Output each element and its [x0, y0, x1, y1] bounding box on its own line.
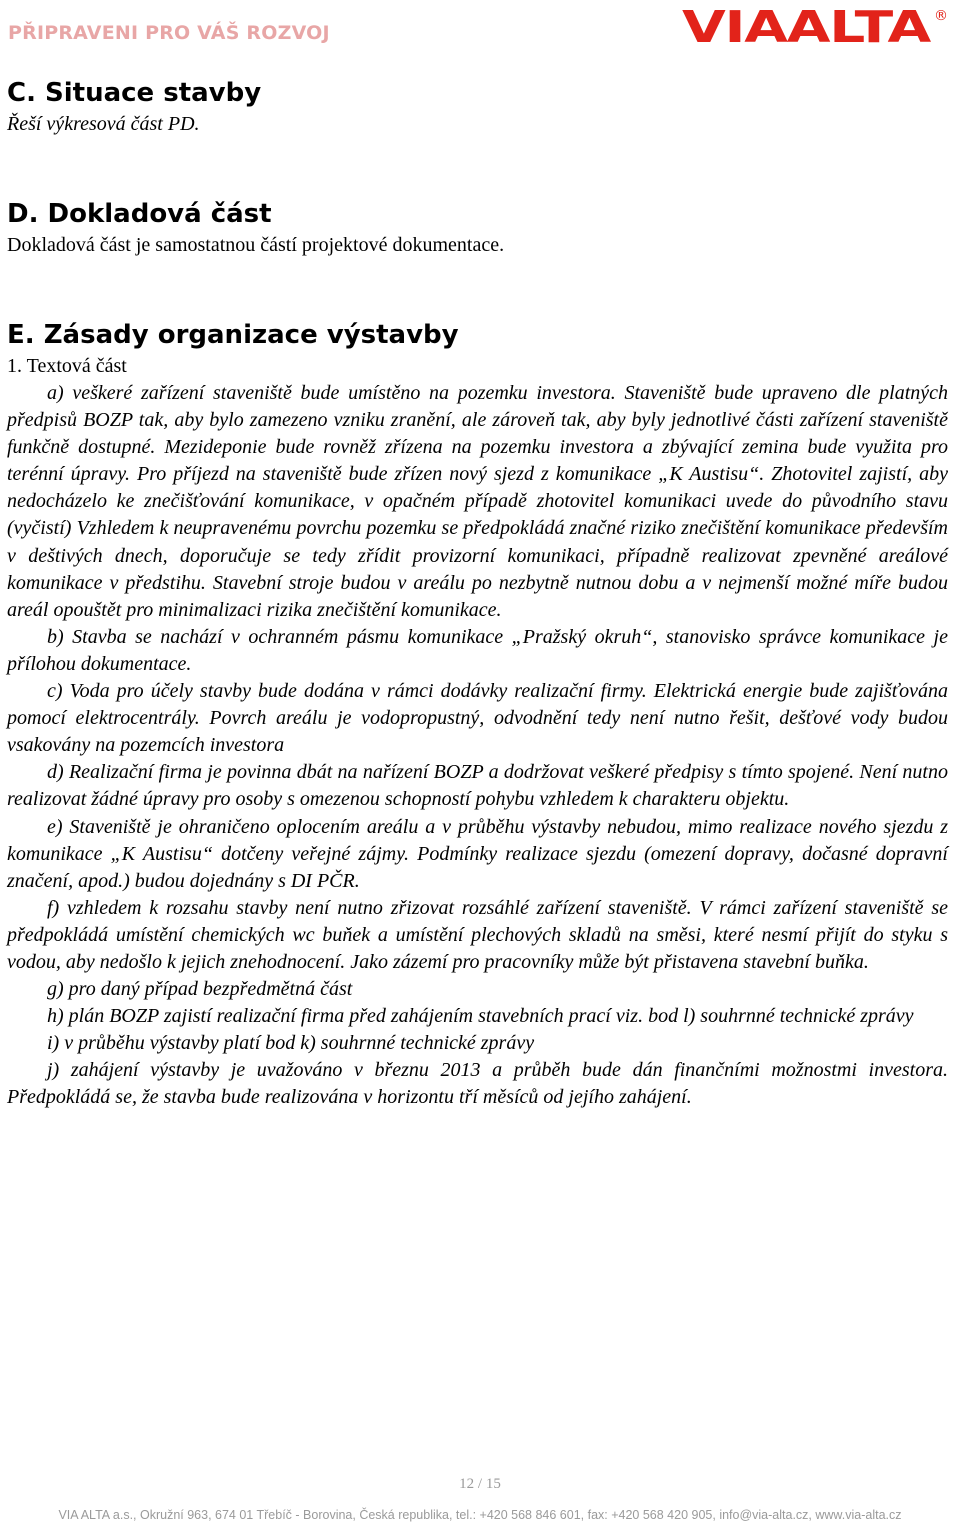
paragraph-e: e) Staveniště je ohraničeno oplocením areálu a v průběhu výstavby nebudou, mimo realizace nového sjezdu z komunikace „K Austisu“ dotčeny veřejné zájmy. Podmínky realizace sjezdu (omezení dopravy, dočasné dopravní značení, apod.) budou dojednány s DI PČR. [7, 815, 948, 892]
logo-wordmark: VIAALTA [682, 2, 932, 48]
paragraph-c: c) Voda pro účely stavby bude dodána v rámci dodávky realizační firmy. Elektrická energie bude zajišťována pomocí elektrocentrály. Povrch areálu je vodopropustný, odvodnění tedy není nutno řešit, dešťové vody budou vsakovány na pozemcích investora [7, 680, 948, 757]
page-content [7, 76, 948, 1112]
section-d-text: Dokladová část je samostatnou částí projektové dokumentace. [7, 234, 505, 256]
page-number: 12 / 15 [459, 1476, 501, 1492]
paragraph-i: i) v průběhu výstavby platí bod k) souhrnné technické zprávy [47, 1032, 535, 1055]
spacer [7, 138, 948, 197]
logo-graphic [682, 2, 952, 48]
footer-contact: VIA ALTA a.s., Okružní 963, 674 01 Třebíč - Borovina, Česká republika, tel.: +420 568 846 601, fax: +420 568 420 905, info@via-alta.cz, www.via-alta.cz [58, 1508, 902, 1522]
paragraph-b: b) Stavba se nachází v ochranném pásmu komunikace „Pražský okruh“, stanovisko správce komunikace je přílohou dokumentace. [7, 625, 948, 675]
paragraph-j: j) zahájení výstavby je uvažováno v březnu 2013 a průběh bude dán finančními možnostmi investora. Předpokládá se, že stavba bude realizována v horizontu tří měsíců od jejího zahájení. [7, 1059, 948, 1109]
section-d-title: D. Dokladová část [7, 199, 272, 229]
page-header [0, 0, 960, 50]
section-c-text: Řeší výkresová část PD. [7, 113, 200, 135]
paragraph-a: a) veškeré zařízení staveniště bude umístěno na pozemku investora. Staveniště bude upraveno dle platných předpisů BOZP tak, aby bylo zamezeno vzniku zranění, ale zároveň tak, aby byly jednotlivé části zařízení staveniště funkčně dostupné. Mezideponie bude rovněž zřízena na pozemku investora a zbývající zemina bude využita pro terénní úpravy. Pro příjezd na staveniště bude zřízen nový sjezd z komunikace „K Austisu“. Zhotovitel zajistí, aby nedocházelo ke znečišťování komunikace, v opačném případě zhotovitel komunikaci uvede do původního stavu (vyčistí) Vzhledem k neupravenému povrchu pozemku se předpokládá značné riziko znečištění komunikace především v deštivých dnech, doporučuje se tedy zřídit provizorní komunikaci, případně realizovat zpevněné areálové komunikace v předstihu. Stavební stroje budou v areálu po nezbytně nutnou dobu a v nejmenší možné míře budou areál opouštět pro minimalizaci rizika znečištění komunikace. [7, 382, 948, 621]
paragraph-f: f) vzhledem k rozsahu stavby není nutno zřizovat rozsáhlé zařízení staveniště. V rámci zařízení staveniště se předpokládá umístění chemických wc buňek a umístění plechových skladů na směsi, které nesmí přijít do styku s vodou, aby nedošlo k jejich znehodnocení. Jako zázemí pro pracovníky může být přistavena stavební buňka. [7, 896, 948, 973]
paragraph-d: d) Realizační firma je povinna dbát na nařízení BOZP a dodržovat veškeré předpisy s tímto spojené. Není nutno realizovat žádné úpravy pro osoby s omezenou schopností pohybu vzhledem k charakteru objektu. [7, 761, 948, 811]
section-c-title: C. Situace stavby [7, 78, 262, 108]
section-e-title: E. Zásady organizace výstavby [7, 320, 459, 350]
registered-mark: ® [934, 8, 948, 24]
viaalta-logo [682, 2, 952, 48]
section-e-subtitle: 1. Textová část [7, 355, 127, 377]
paragraph-h: h) plán BOZP zajistí realizační firma před zahájením stavebních prací viz. bod l) souhrnné technické zprávy [47, 1005, 914, 1028]
header-tagline: PŘIPRAVENI PRO VÁŠ ROZVOJ [8, 22, 330, 44]
spacer [7, 259, 948, 318]
paragraph-g: g) pro daný případ bezpředmětná část [47, 978, 353, 1001]
